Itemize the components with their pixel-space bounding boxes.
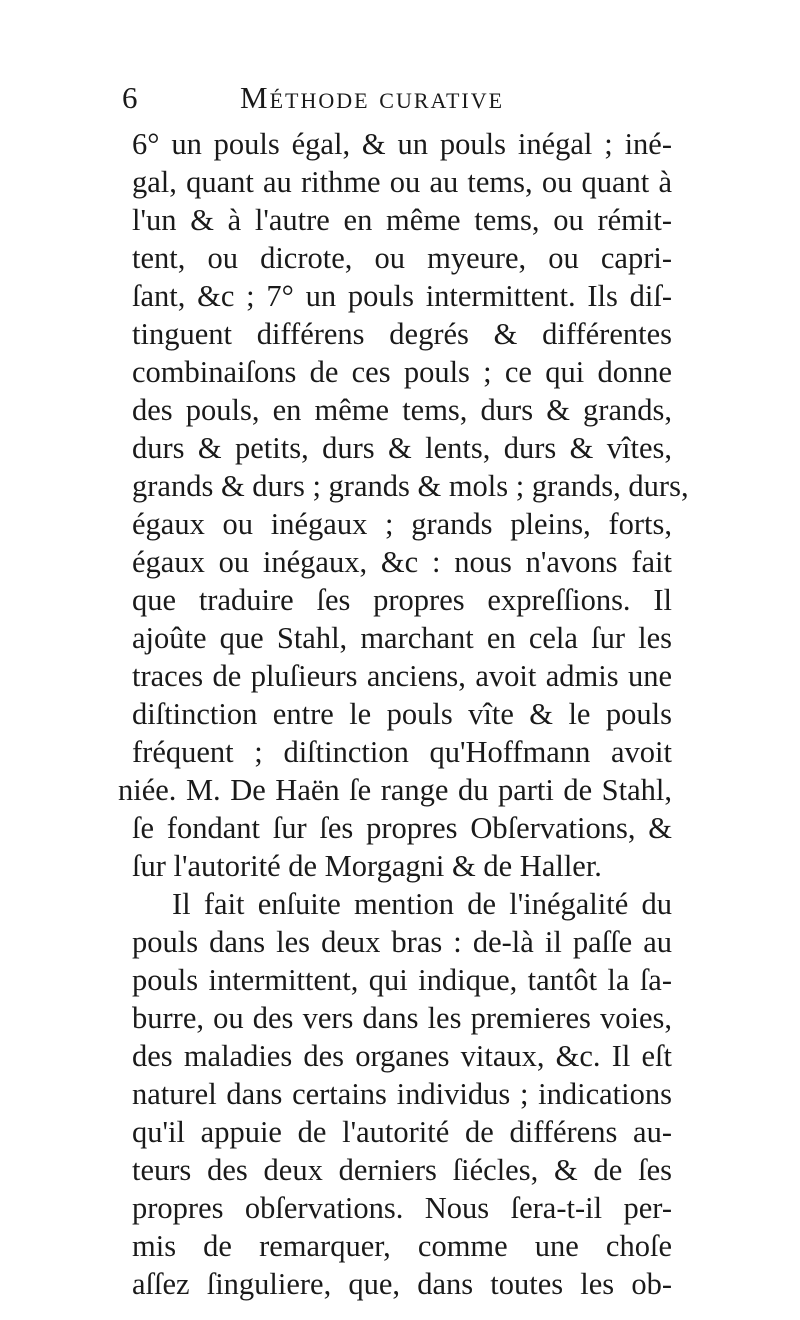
running-head bbox=[122, 80, 562, 124]
text-line: traces de pluſieurs anciens, avoit admis une bbox=[132, 659, 672, 693]
text-line: pouls intermittent, qui indique, tantôt la ſa- bbox=[132, 963, 672, 997]
text-line: mis de remarquer, comme une choſe bbox=[132, 1229, 672, 1263]
text-line: ſant, &c ; 7° un pouls intermittent. Ils diſ- bbox=[132, 279, 672, 313]
text-line: égaux ou inégaux, &c : nous n'avons fait bbox=[132, 545, 672, 579]
text-line: 6° un pouls égal, & un pouls inégal ; iné- bbox=[132, 127, 672, 161]
page-number: 6 bbox=[122, 80, 139, 115]
text-line: des pouls, en même tems, durs & grands, bbox=[132, 393, 672, 427]
text-line: aſſez ſinguliere, que, dans toutes les ob- bbox=[132, 1267, 672, 1301]
text-line: fréquent ; diſtinction qu'Hoffmann avoit bbox=[132, 735, 672, 769]
text-line: ſur l'autorité de Morgagni & de Haller. bbox=[132, 849, 602, 883]
text-line: ſe fondant ſur ſes propres Obſervations, & bbox=[132, 811, 672, 845]
text-line: tinguent différens degrés & différentes bbox=[132, 317, 672, 351]
text-line: tent, ou dicrote, ou myeure, ou capri- bbox=[132, 241, 672, 275]
text-line: propres obſervations. Nous ſera-t-il per- bbox=[132, 1191, 672, 1225]
text-line: gal, quant au rithme ou au tems, ou quant à bbox=[132, 165, 672, 199]
text-line: l'un & à l'autre en même tems, ou rémit- bbox=[132, 203, 672, 237]
running-title: Méthode curative bbox=[240, 80, 505, 115]
text-line: teurs des deux derniers ſiécles, & de ſes bbox=[132, 1153, 672, 1187]
text-line: diſtinction entre le pouls vîte & le pouls bbox=[132, 697, 672, 731]
text-line: ajoûte que Stahl, marchant en cela ſur les bbox=[132, 621, 672, 655]
text-line: grands & durs ; grands & mols ; grands, durs, bbox=[132, 469, 689, 503]
text-line: pouls dans les deux bras : de-là il paſſe au bbox=[132, 925, 672, 959]
text-line: naturel dans certains individus ; indications bbox=[132, 1077, 672, 1111]
text-line: que traduire ſes propres expreſſions. Il bbox=[132, 583, 672, 617]
text-line: des maladies des organes vitaux, &c. Il eſt bbox=[132, 1039, 672, 1073]
text-line: combinaiſons de ces pouls ; ce qui donne bbox=[132, 355, 672, 389]
text-line: durs & petits, durs & lents, durs & vîtes, bbox=[132, 431, 672, 465]
text-line: burre, ou des vers dans les premieres voies, bbox=[132, 1001, 672, 1035]
text-line: qu'il appuie de l'autorité de différens au- bbox=[132, 1115, 672, 1149]
text-line: égaux ou inégaux ; grands pleins, forts, bbox=[132, 507, 672, 541]
text-line: niée. M. De Haën ſe range du parti de Stahl, bbox=[118, 773, 672, 807]
paragraph-first-line: Il fait enſuite mention de l'inégalité du bbox=[172, 887, 672, 921]
